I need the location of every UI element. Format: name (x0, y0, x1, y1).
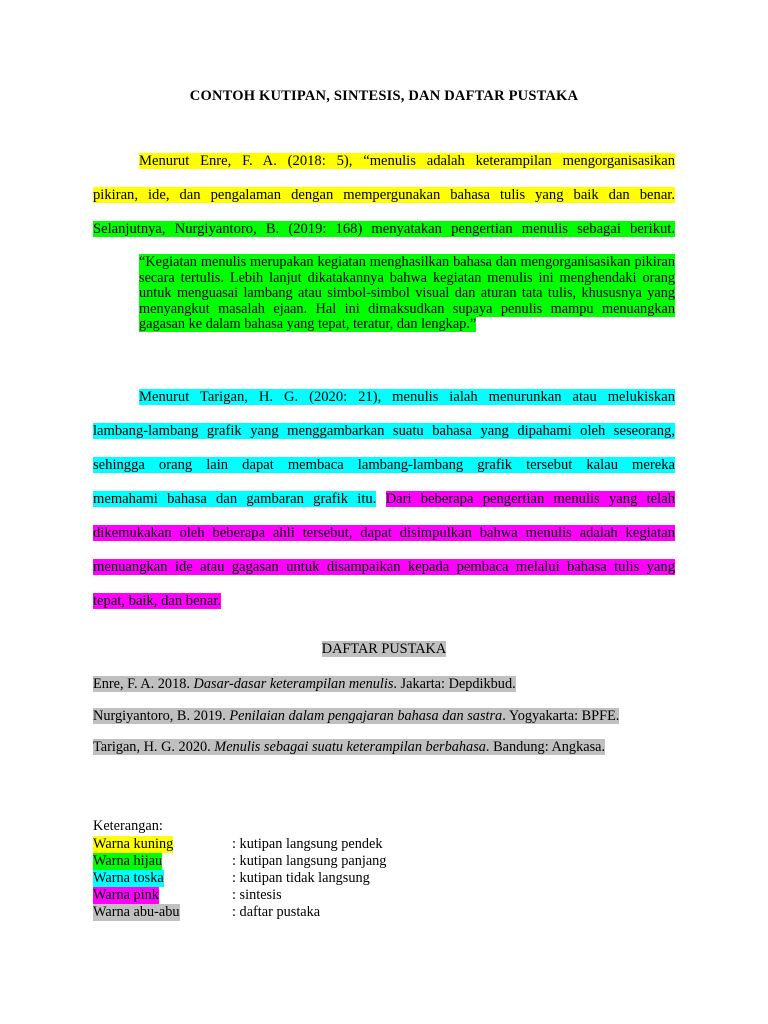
long-direct-quote-text: “Kegiatan menulis merupakan kegiatan menghasilkan bahasa dan mengorganisasikan pikiran secara tertulis. Lebih lanjut dikatakannya bahwa kegiatan menulis ini menghendaki orang untuk menguasai lambang atau simbol-simbol visual dan aturan tata tulis, khususnya yang menyangkut masalah ejaan. Hal ini dimaksudkan supaya penulis mampu menuangkan gagasan ke dalam bahasa yang tepat, teratur, dan lengkap.” (139, 254, 675, 333)
paragraph-enre (93, 145, 675, 179)
reference-highlight (93, 676, 516, 692)
paragraph-synthesis-line-3 (93, 551, 675, 585)
paragraph-tarigan-line-4 (93, 483, 675, 517)
paragraph-tarigan-line-2 (93, 415, 675, 449)
paragraph-synthesis-line-4 (93, 585, 675, 619)
short-direct-quote-line-2: pikiran, ide, dan pengalaman dengan mempergunakan bahasa tulis yang baik dan benar. (93, 187, 675, 203)
page-title: CONTOH KUTIPAN, SINTESIS, DAN DAFTAR PUSTAKA (189, 88, 579, 104)
legend-row-pink (93, 887, 693, 904)
legend-color-name: Warna hijau (93, 853, 163, 869)
synthesis-line-3: menuangkan ide atau gagasan untuk disampaikan kepada pembaca melalui bahasa tulis yang (93, 559, 675, 575)
paragraph-synthesis-line-2 (93, 517, 675, 551)
reference-item (93, 739, 605, 756)
paragraph-enre-line-3 (93, 213, 675, 247)
reference-highlight (93, 708, 619, 724)
legend-description: : kutipan langsung panjang (232, 853, 387, 869)
indirect-quote-line-4: memahami bahasa dan gambaran grafik itu. (93, 491, 377, 507)
reference-publisher: . Bandung: Angkasa. (485, 739, 606, 755)
legend-color-name: Warna toska (93, 870, 164, 886)
reference-item (93, 676, 516, 693)
legend-color-name: Warna kuning (93, 836, 174, 852)
legend-row-green (93, 853, 693, 870)
reference-author: Nurgiyantoro, B. 2019. (93, 708, 230, 724)
reference-author: Enre, F. A. 2018. (93, 676, 194, 692)
paragraph-tarigan-line-1 (93, 381, 675, 415)
references-heading (0, 641, 768, 658)
legend-description: : kutipan tidak langsung (232, 870, 370, 886)
long-quote-intro: Selanjutnya, Nurgiyantoro, B. (2019: 168) menyatakan pengertian menulis sebagai berikut. (93, 221, 675, 237)
legend-description: : daftar pustaka (232, 904, 321, 920)
reference-publisher: . Jakarta: Depdikbud. (393, 676, 516, 692)
reference-title: Menulis sebagai suatu keterampilan berbahasa (214, 739, 486, 755)
short-direct-quote-line-1: Menurut Enre, F. A. (2018: 5), “menulis adalah keterampilan mengorganisasikan (139, 153, 675, 169)
legend-row-gray (93, 904, 693, 921)
legend-description: : kutipan langsung pendek (232, 836, 383, 852)
legend-row-yellow (93, 836, 693, 853)
reference-item (93, 708, 619, 725)
legend-row-cyan (93, 870, 693, 887)
reference-author: Tarigan, H. G. 2020. (93, 739, 215, 755)
references-heading-text: DAFTAR PUSTAKA (321, 641, 447, 657)
reference-title: Penilaian dalam pengajaran bahasa dan sastra (229, 708, 503, 724)
paragraph-enre-line-2 (93, 179, 675, 213)
synthesis-line-1: Dari beberapa pengertian menulis yang telah (385, 491, 675, 507)
synthesis-line-2: dikemukakan oleh beberapa ahli tersebut, dapat disimpulkan bahwa menulis adalah kegiatan (93, 525, 675, 541)
reference-publisher: . Yogyakarta: BPFE. (502, 708, 620, 724)
legend-color-name: Warna pink (93, 887, 159, 903)
paragraph-tarigan-line-3 (93, 449, 675, 483)
reference-highlight (93, 739, 605, 755)
indirect-quote-line-2: lambang-lambang grafik yang menggambarkan suatu bahasa yang dipahami oleh seseorang, (93, 423, 675, 439)
indirect-quote-line-3: sehingga orang lain dapat membaca lambang-lambang grafik tersebut kalau mereka (93, 457, 675, 473)
legend-heading: Keterangan: (93, 818, 163, 834)
legend-color-name: Warna abu-abu (93, 904, 180, 920)
reference-title: Dasar-dasar keterampilan menulis (193, 676, 394, 692)
indirect-quote-line-1: Menurut Tarigan, H. G. (2020: 21), menulis ialah menurunkan atau melukiskan (139, 389, 675, 405)
long-direct-quote (139, 255, 675, 333)
synthesis-line-4: tepat, baik, dan benar. (93, 593, 222, 609)
legend-description: : sintesis (232, 887, 282, 903)
